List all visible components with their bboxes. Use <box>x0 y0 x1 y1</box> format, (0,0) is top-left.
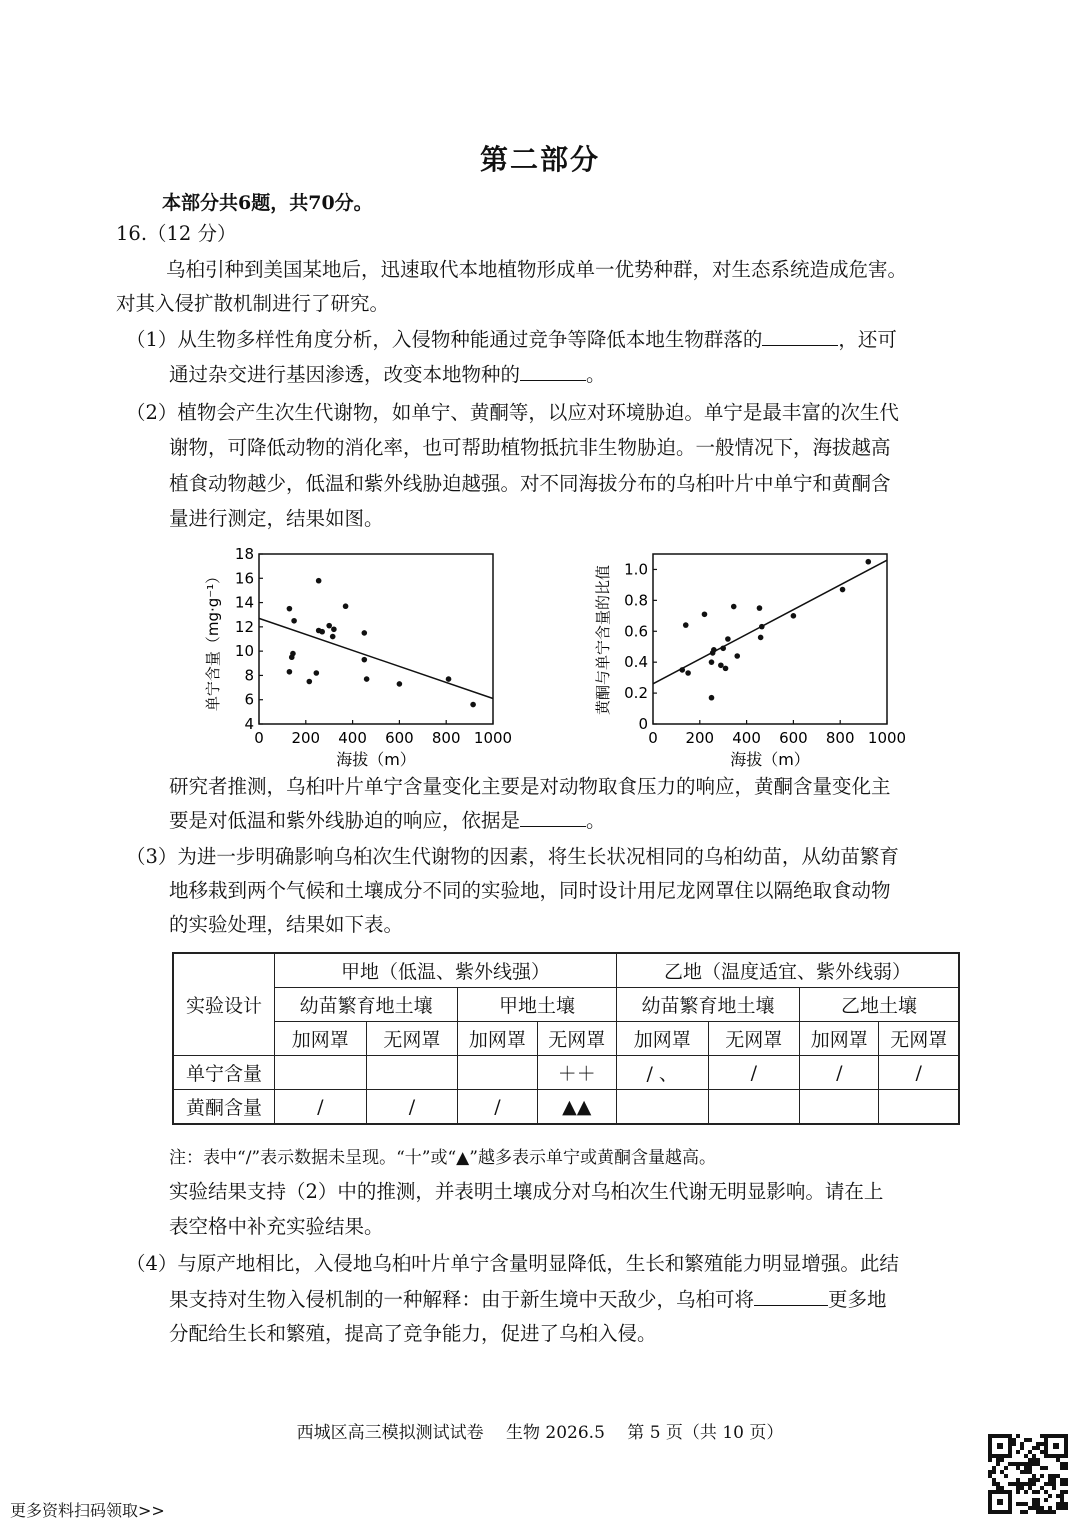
qr-module <box>1040 1466 1044 1470</box>
qr-module <box>1060 1490 1064 1494</box>
qr-module <box>992 1482 996 1486</box>
qr-module <box>1040 1442 1044 1446</box>
qr-module <box>1008 1482 1012 1486</box>
x-axis-label: 海拔（m） <box>336 750 416 769</box>
data-point <box>287 606 293 612</box>
table-cell: / <box>275 1090 367 1125</box>
qr-module <box>1036 1506 1040 1510</box>
q4-line-2 <box>169 1285 887 1315</box>
x-tick-label: 400 <box>338 729 367 747</box>
table-cell[interactable] <box>366 1056 458 1090</box>
y-tick-label: 0 <box>638 715 648 733</box>
net-header: 无网罩 <box>708 1022 800 1056</box>
qr-code-icon[interactable] <box>988 1434 1068 1514</box>
qr-module <box>1000 1470 1004 1474</box>
q1-text-d: 。 <box>586 363 606 386</box>
qr-module <box>1060 1494 1064 1498</box>
x-tick-label: 800 <box>431 729 461 747</box>
qr-module <box>1064 1462 1068 1466</box>
x-tick-label: 0 <box>254 729 264 747</box>
qr-module <box>1004 1466 1008 1470</box>
qr-module <box>1052 1478 1056 1482</box>
net-header: 加网罩 <box>616 1022 708 1056</box>
soil-header: 幼苗繁育地土壤 <box>616 988 799 1022</box>
design-header: 实验设计 <box>173 953 275 1056</box>
net-header: 加网罩 <box>458 1022 537 1056</box>
qr-module <box>1024 1438 1028 1442</box>
qr-module <box>1052 1486 1056 1490</box>
qr-module <box>1048 1478 1052 1482</box>
qr-module <box>1036 1490 1040 1494</box>
qr-module <box>1008 1462 1012 1466</box>
question-number: 16.（12 分） <box>116 222 237 245</box>
x-tick-label: 600 <box>779 729 808 747</box>
qr-module <box>1044 1510 1048 1514</box>
data-point <box>709 659 715 665</box>
qr-module <box>1028 1462 1032 1466</box>
site-a-header: 甲地（低温、紫外线强） <box>275 953 617 988</box>
qr-module <box>1048 1510 1052 1514</box>
site-b-header: 乙地（温度适宜、紫外线弱） <box>616 953 959 988</box>
qr-module <box>1056 1474 1060 1478</box>
qr-module <box>1028 1470 1032 1474</box>
q1-line-2 <box>169 360 606 390</box>
q2-text-a: 要是对低温和紫外线胁迫的响应，依据是 <box>169 809 521 832</box>
stem-line-1: 乌桕引种到美国某地后，迅速取代本地植物形成单一优势种群，对生态系统造成危害。 <box>166 258 908 281</box>
table-cell: / <box>879 1056 959 1090</box>
qr-module <box>1012 1438 1016 1442</box>
x-tick-label: 600 <box>385 729 414 747</box>
qr-module <box>1036 1478 1040 1482</box>
qr-module <box>1064 1482 1068 1486</box>
y-tick-label: 10 <box>234 642 254 661</box>
qr-module <box>1016 1450 1020 1454</box>
data-point <box>791 613 797 619</box>
qr-module <box>1044 1498 1048 1502</box>
qr-module <box>1060 1498 1064 1502</box>
data-point <box>331 626 337 632</box>
qr-module <box>992 1466 996 1470</box>
table-cell[interactable] <box>458 1056 537 1090</box>
qr-module <box>1040 1510 1044 1514</box>
qr-module <box>1036 1462 1040 1466</box>
qr-module <box>1056 1506 1060 1510</box>
qr-module <box>1028 1478 1032 1482</box>
more-resources-link[interactable]: 更多资料扫码领取>> <box>10 1501 165 1520</box>
y-tick-label: 14 <box>234 593 254 612</box>
qr-module <box>1060 1502 1064 1506</box>
qr-module <box>1060 1462 1064 1466</box>
answer-blank[interactable] <box>520 360 586 381</box>
data-point <box>718 662 724 668</box>
qr-module <box>1060 1482 1064 1486</box>
data-point <box>362 657 368 663</box>
data-point <box>362 630 368 636</box>
qr-module <box>1024 1490 1028 1494</box>
y-tick-label: 8 <box>244 666 254 685</box>
x-tick-label: 200 <box>685 729 715 747</box>
qr-module <box>996 1458 1000 1462</box>
qr-module <box>1012 1442 1016 1446</box>
qr-module <box>1024 1454 1028 1458</box>
q1-text-c: 通过杂交进行基因渗透，改变本地物种的 <box>169 363 521 386</box>
y-tick-label: 16 <box>234 569 254 588</box>
qr-module <box>1020 1486 1024 1490</box>
qr-module <box>1032 1458 1036 1462</box>
qr-module <box>1064 1502 1068 1506</box>
row-label: 单宁含量 <box>173 1056 275 1090</box>
y-tick-label: 12 <box>234 617 254 636</box>
y-tick-label: 0.2 <box>624 684 648 703</box>
qr-module <box>1024 1470 1028 1474</box>
qr-module <box>1036 1502 1040 1506</box>
qr-module <box>1020 1502 1024 1506</box>
data-point <box>470 702 476 708</box>
qr-module <box>1044 1466 1048 1470</box>
page-title: 第二部分 <box>479 143 600 176</box>
plot-frame <box>259 554 493 724</box>
qr-module <box>1020 1510 1024 1514</box>
answer-blank[interactable] <box>520 806 586 827</box>
q1-text-b: ，还可 <box>838 328 897 351</box>
data-point <box>757 605 763 611</box>
q3-line-1: （3）为进一步明确影响乌桕次生代谢物的因素，将生长状况相同的乌桕幼苗，从幼苗繁育 <box>126 845 899 868</box>
data-point <box>734 653 740 659</box>
y-tick-label: 0.4 <box>624 653 648 672</box>
qr-module <box>1032 1506 1036 1510</box>
data-point <box>291 618 297 624</box>
data-point <box>758 635 764 641</box>
data-point <box>865 559 871 565</box>
table-cell: / <box>800 1056 879 1090</box>
q2-line-2: 谢物，可降低动物的消化率，也可帮助植物抵抗非生物胁迫。一般情况下，海拔越高 <box>169 436 891 459</box>
y-tick-label: 1.0 <box>624 560 648 579</box>
data-point <box>307 679 313 685</box>
table-cell[interactable] <box>708 1090 800 1125</box>
table-cell: ＋＋ <box>537 1056 616 1090</box>
qr-module <box>1020 1462 1024 1466</box>
qr-module <box>1016 1502 1020 1506</box>
qr-module <box>1060 1506 1064 1510</box>
x-tick-label: 400 <box>732 729 761 747</box>
q3-line-4: 实验结果支持（2）中的推测，并表明土壤成分对乌桕次生代谢无明显影响。请在上 <box>169 1180 884 1203</box>
q3-line-5: 表空格中补充实验结果。 <box>169 1215 384 1238</box>
qr-module <box>1064 1490 1068 1494</box>
q1-line-1 <box>126 325 897 355</box>
net-header: 加网罩 <box>800 1022 879 1056</box>
data-point <box>731 604 737 610</box>
table-cell[interactable] <box>879 1090 959 1125</box>
qr-module <box>1004 1474 1008 1478</box>
data-point <box>725 636 731 642</box>
table-cell: / <box>366 1090 458 1125</box>
qr-module <box>1000 1486 1004 1490</box>
row-label: 黄酮含量 <box>173 1090 275 1125</box>
qr-module <box>996 1486 1000 1490</box>
data-point <box>702 611 708 617</box>
qr-module <box>1024 1502 1028 1506</box>
data-point <box>319 629 325 635</box>
table-cell[interactable] <box>616 1090 708 1125</box>
qr-module <box>1056 1494 1060 1498</box>
qr-module <box>1032 1454 1036 1458</box>
trend-line <box>653 560 887 684</box>
qr-module <box>1028 1466 1032 1470</box>
data-point <box>316 578 322 584</box>
qr-module <box>1012 1462 1016 1466</box>
answer-blank[interactable] <box>762 325 838 346</box>
qr-module <box>988 1470 992 1474</box>
q4-text-a: 果支持对生物入侵机制的一种解释：由于新生境中天敌少，乌桕可将 <box>169 1288 755 1311</box>
qr-module <box>1036 1442 1040 1446</box>
data-point <box>343 603 349 609</box>
net-header: 无网罩 <box>537 1022 616 1056</box>
qr-module <box>1024 1466 1028 1470</box>
y-axis-label: 单宁含量（mg·g⁻¹） <box>204 568 222 712</box>
qr-module <box>1060 1478 1064 1482</box>
qr-module <box>1000 1458 1004 1462</box>
qr-module <box>1016 1486 1020 1490</box>
q1-text-a: （1）从生物多样性角度分析，入侵物种能通过竞争等降低本地生物群落的 <box>126 328 763 351</box>
qr-module <box>1032 1474 1036 1478</box>
y-tick-label: 6 <box>244 690 254 709</box>
y-tick-label: 0.8 <box>624 591 648 610</box>
data-point <box>330 634 336 640</box>
qr-module <box>1048 1482 1052 1486</box>
data-point <box>397 681 403 687</box>
data-point <box>314 670 320 676</box>
qr-module <box>1036 1446 1040 1450</box>
qr-module <box>1028 1458 1032 1462</box>
qr-module <box>996 1462 1000 1466</box>
qr-module <box>1024 1510 1028 1514</box>
table-cell: / <box>708 1056 800 1090</box>
data-point <box>709 695 715 701</box>
qr-module <box>1048 1506 1052 1510</box>
qr-module <box>1024 1462 1028 1466</box>
qr-module <box>1056 1502 1060 1506</box>
qr-module <box>1028 1506 1032 1510</box>
qr-module <box>1064 1466 1068 1470</box>
table-cell: ▲▲ <box>537 1090 616 1125</box>
qr-module <box>1016 1490 1020 1494</box>
table-cell: / 、 <box>616 1056 708 1090</box>
qr-module <box>1036 1510 1040 1514</box>
qr-module <box>1040 1434 1044 1438</box>
x-tick-label: 800 <box>825 729 855 747</box>
qr-module <box>1028 1482 1032 1486</box>
data-point <box>840 587 846 593</box>
qr-module <box>988 1458 992 1462</box>
y-tick-label: 0.6 <box>624 622 648 641</box>
qr-module <box>1020 1446 1024 1450</box>
qr-module <box>1032 1498 1036 1502</box>
q2-line-3: 植食动物越少，低温和紫外线胁迫越强。对不同海拔分布的乌桕叶片中单宁和黄酮含 <box>169 472 891 495</box>
qr-module <box>1032 1462 1036 1466</box>
qr-module <box>1052 1474 1056 1478</box>
qr-module <box>1016 1434 1020 1438</box>
qr-module <box>1020 1442 1024 1446</box>
qr-module <box>1044 1490 1048 1494</box>
qr-module <box>1044 1482 1048 1486</box>
qr-module <box>1036 1458 1040 1462</box>
qr-module <box>1064 1478 1068 1482</box>
y-tick-label: 18 <box>234 545 254 563</box>
qr-module <box>1040 1486 1044 1490</box>
y-axis-label: 黄酮与单宁含量的比值 <box>594 564 612 716</box>
qr-module <box>1048 1474 1052 1478</box>
q2-line-1: （2）植物会产生次生代谢物，如单宁、黄酮等，以应对环境胁迫。单宁是最丰富的次生代 <box>126 401 899 424</box>
y-tick-label: 4 <box>244 715 254 733</box>
qr-module <box>1028 1438 1032 1442</box>
table-cell[interactable] <box>800 1090 879 1125</box>
data-point <box>683 622 689 628</box>
qr-module <box>1052 1482 1056 1486</box>
table-cell: / <box>458 1090 537 1125</box>
data-point <box>685 670 691 676</box>
qr-module <box>1032 1446 1036 1450</box>
x-tick-label: 200 <box>291 729 321 747</box>
qr-module <box>1040 1450 1044 1454</box>
data-point <box>446 676 452 682</box>
q2-text-b: 。 <box>586 809 606 832</box>
qr-module <box>996 1482 1000 1486</box>
qr-module <box>1032 1482 1036 1486</box>
q2-line-5: 研究者推测，乌桕叶片单宁含量变化主要是对动物取食压力的响应，黄酮含量变化主 <box>169 775 891 798</box>
x-tick-label: 1000 <box>473 729 513 747</box>
soil-header: 乙地土壤 <box>800 988 959 1022</box>
net-header: 无网罩 <box>366 1022 458 1056</box>
qr-module <box>1048 1494 1052 1498</box>
qr-module <box>1016 1478 1020 1482</box>
qr-module <box>1016 1462 1020 1466</box>
x-axis-label: 海拔（m） <box>730 750 810 769</box>
qr-module <box>1052 1510 1056 1514</box>
qr-module <box>1028 1450 1032 1454</box>
soil-header: 幼苗繁育地土壤 <box>275 988 458 1022</box>
qr-module <box>1020 1482 1024 1486</box>
experiment-table <box>172 952 960 1125</box>
qr-module <box>1032 1478 1036 1482</box>
x-tick-label: 0 <box>648 729 658 747</box>
data-point <box>287 669 293 675</box>
net-header: 加网罩 <box>275 1022 367 1056</box>
page-footer: 西城区高三模拟测试试卷 生物 2026.5 第 5 页（共 10 页） <box>296 1423 784 1443</box>
q4-line-3: 分配给生长和繁殖，提高了竞争能力，促进了乌桕入侵。 <box>169 1322 657 1345</box>
q3-line-3: 的实验处理，结果如下表。 <box>169 913 404 936</box>
qr-module <box>1016 1482 1020 1486</box>
qr-module <box>992 1478 996 1482</box>
qr-module <box>1020 1470 1024 1474</box>
net-header: 无网罩 <box>879 1022 959 1056</box>
qr-module <box>988 1474 992 1478</box>
answer-blank[interactable] <box>754 1285 828 1306</box>
ratio-chart <box>588 540 918 780</box>
tannin-chart <box>196 540 526 780</box>
qr-module <box>992 1470 996 1474</box>
x-tick-label: 1000 <box>867 729 907 747</box>
data-point <box>364 676 370 682</box>
q2-line-6 <box>169 806 606 836</box>
qr-module <box>1036 1498 1040 1502</box>
qr-module <box>1024 1482 1028 1486</box>
q3-line-2: 地移栽到两个气候和土壤成分不同的实验地，同时设计用尼龙网罩住以隔绝取食动物 <box>169 879 891 902</box>
qr-module <box>1040 1474 1044 1478</box>
qr-module <box>1056 1458 1060 1462</box>
qr-module <box>1032 1502 1036 1506</box>
data-point <box>326 623 332 629</box>
section-intro: 本部分共6题，共70分。 <box>162 192 373 214</box>
data-point <box>723 666 729 672</box>
q2-line-4: 量进行测定，结果如图。 <box>169 507 384 530</box>
qr-module <box>1064 1506 1068 1510</box>
table-cell[interactable] <box>275 1056 367 1090</box>
qr-module <box>1012 1482 1016 1486</box>
qr-module <box>1032 1490 1036 1494</box>
q4-text-b: 更多地 <box>828 1288 887 1311</box>
qr-module <box>1028 1486 1032 1490</box>
table-note: 注：表中“/”表示数据未呈现。“十”或“▲”越多表示单宁或黄酮含量越高。 <box>169 1148 716 1168</box>
qr-module <box>1040 1506 1044 1510</box>
q4-line-1: （4）与原产地相比，入侵地乌桕叶片单宁含量明显降低，生长和繁殖能力明显增强。此结 <box>126 1252 899 1275</box>
soil-header: 甲地土壤 <box>458 988 617 1022</box>
qr-module <box>1060 1466 1064 1470</box>
qr-module <box>1016 1466 1020 1470</box>
stem-line-2: 对其入侵扩散机制进行了研究。 <box>116 292 390 315</box>
data-point <box>290 651 296 657</box>
